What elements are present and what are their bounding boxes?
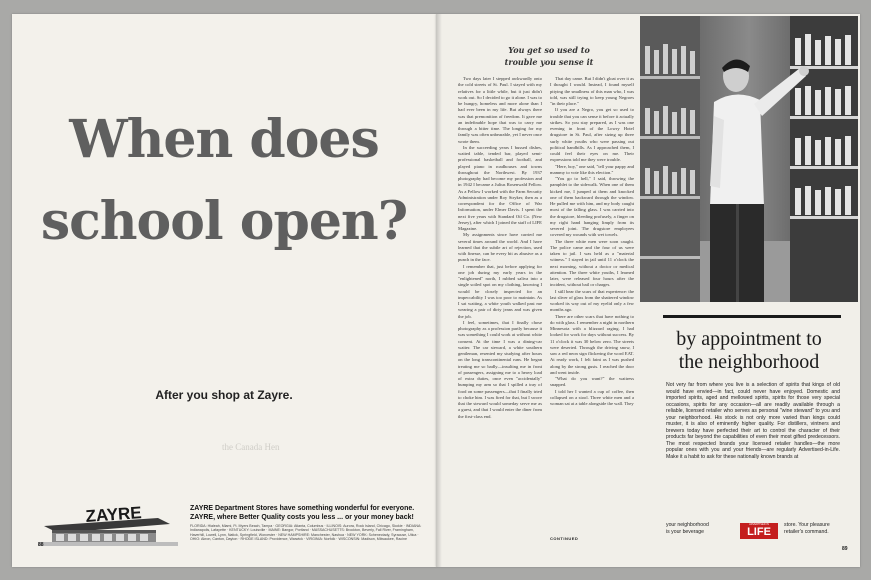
continued-label: CONTINUED [550, 536, 579, 541]
left-page [12, 14, 436, 567]
page-number-left: 88 [38, 542, 44, 548]
article-column-1 [458, 76, 542, 531]
paragraph: Two days later I stepped awkwardly onto the cold streets of St. Paul. I stayed with my relatives for a little while, but it just didn't work out. So I decided to go it alone. I was to be hungry, homeless and more alone than I had ever been in my life. But always there was that premonition of freedom. It gave me an indefinable hope that was to carry me through a bitter time. The longing for my family was often unbearable, yet I never once wrote them. [458, 76, 542, 144]
gutter-shadow [436, 14, 442, 567]
signoff-text-3: store. Your pleasure [784, 522, 830, 528]
paragraph: "Here, boy," one said, "tell your pappy and mammy to vote like this election." [550, 163, 634, 175]
article-title-line-1: You get so used to [508, 45, 590, 55]
zayre-ad-copy [190, 504, 428, 542]
ad-title-line-1: by appointment to [676, 328, 822, 350]
paragraph: "What do you want?" the waitress snapped. [550, 376, 634, 388]
paragraph: "You go to hell," I said, throwing the pamphlet to the sidewalk. When one of them kicked me, I jumped at them and knocked one of them backward through the window. He pulled me with him, and my body caught most of the falling glass. I was carried into the drugstore, bleeding profusely, a finger on my right hand hanging limply from its severed joint. The drugstore employees covered my wounds with wet towels. [550, 176, 634, 238]
ad-paragraph: Not very far from where you live is a selection of spirits that kings of old would have envied—in fact, could never have enjoyed. Domestic and imported spirits, aged and mellowed spirits, spirits for those very special occasions, spirits for any occasion—all are readily available through a reliable, licensed retailer who serves as personal "wine steward" to you and your neighborhood. His stock is not only more varied than kings could muster, it is also of eminently higher quality. For distillers, vintners and brewers today have perfected their art to control the character of their products far beyond the capabilities of even their most gifted predecessors. The most respected brands your licensed retailer handles—the more popular ones with you and your friends—are regularly Advertised-in-Life. Make it a habit to ask for these nationally known brands at [666, 382, 840, 461]
store-illustration [38, 496, 178, 548]
ad-line-2: ZAYRE, where Better Quality costs you less ... or your money back! [190, 514, 414, 521]
paragraph: I told her I wanted a cup of coffee, then collapsed on a stool. Three white men and a woman sat at a table alongside the wall. They [550, 388, 634, 406]
ad-top-rule [663, 315, 841, 318]
liquor-store-photo [640, 16, 858, 302]
paragraph: I still bear the scars of that experience: the last sliver of glass from the shattered window worked its way out of my eyelid only a few months ago. [550, 288, 634, 313]
signoff-text-2: is your beverage [666, 529, 705, 535]
signoff-text-4: retailer's command. [784, 529, 829, 535]
right-page [436, 14, 860, 567]
headline-line-2: school open? [40, 191, 408, 252]
paragraph: There are other scars that have nothing to do with glass. I remember a night in northern Minnesota with a blizzard raging. I had looked for work for days without success. By 11 o'clock it was 30 below zero. The streets were deserted. Through the driving snow, I saw a red neon sign flickering the word EAT. At ready work, I felt faint as I was pushed along by the strong gusts. I reached the door and went inside. [550, 313, 634, 375]
page-number-right: 89 [842, 546, 848, 552]
paragraph: I remember that, just before applying for one job during my early years in the "enlightened" north, I rubbed saliva into a single soiled spot on my clothing, knowing I would be closely inspected for an impeccability I was too poor to maintain. As I sat waiting, a white youth walked past me wearing a pair of dirty jeans and was given the job. [458, 263, 542, 319]
tagline: After you shop at Zayre. [155, 388, 293, 402]
article-title-line-2: trouble you sense it [504, 57, 594, 67]
headline-line-1: When does [69, 109, 379, 170]
life-logo-caption: ADVERTISED IN [749, 523, 769, 526]
store-sign: ZAYRE [84, 503, 143, 526]
paragraph: In the succeeding years I bussed dishes, waited table, tended bar, played semi-professional basketball and football, and played piano in roadhouses and towns throughout the Northwest. By 1937 photography had become my profession and in 1942 I became a Julius Rosenwald Fellow. As a Fellow I worked with the Farm Security Administration under Roy Stryker, then as a correspondent for the Office of War Information, under Elmer Davis. I spent the next five years with Standard Oil Co. (New Jersey), after which I joined the staff of LIFE Magazine. [458, 144, 542, 231]
show-through-text: the Canada Hen [222, 442, 280, 452]
paragraph: My assignments since have carried me several times around the world. And I have learned that the subtle art of rejection, used with finesse, can be every bit as abusive as a punch in the face. [458, 232, 542, 263]
paragraph: If you are a Negro, you get so used to trouble that you can sense it before it actually strikes. So you stay prepared, as I was one evening in front of the Lowry Hotel drugstore in St. Paul, after sizing up three surly white youths who were passing out political handbills. As I approached them, I could feel their eyes on me. Their expressions told me they were trouble. [550, 107, 634, 163]
ad-line-1: ZAYRE Department Stores have something wonderful for everyone. [190, 505, 415, 512]
article-column-2 [550, 76, 634, 531]
life-logo-text: LIFE [747, 526, 771, 538]
paragraph: That day came. But I didn't gloat over it as I thought I would. Instead, I found myself pitying the smallness of this man who, I was told, was still trying to keep young Negroes "in their place." [550, 76, 634, 106]
ad-title-line-2: the neighborhood [678, 351, 820, 373]
store-locations: FLORIDA: Hialeah, Miami, Ft. Myers Beach, Tampa · GEORGIA: Atlanta, Columbus · ILLINOIS: Aurora, Rock Island, Chicago, Skokie · INDIANA: Indianapolis, Lafayette · KENTUCKY: Louisville · MAINE: Bangor, Portland · MASSACHUSETTS: Brockton, Beverly, Fall River, Framingham, Haverhill, Lowell, Lynn, Natick, Springfield, Worcester · NEW HAMPSHIRE: Manchester, Nashua · NEW YORK: Schenectady, Syracuse, Utica · OHIO: Akron, Canton, Dayton · RHODE ISLAND: Providence, Warwick · VIRGINIA: Norfolk · WISCONSIN: Madison, Milwaukee, Racine [190, 524, 422, 542]
paragraph: The three white men were soon caught. The police came and the four of us were taken to jail. I was held as a "material witness." I stayed in jail until 11 o'clock the next morning, without a doctor or medical attention. The three white youths, I learned later, were released four hours after the incident, without bail or charges. [550, 238, 634, 288]
signoff-text-1: your neighborhood [666, 522, 709, 528]
paragraph: I feel, sometimes, that I finally chose photography as a profession partly because it was something I could work at without white consent. At the time I was a dining-car waiter. The car steward, a white southern gentleman, resented my studying after hours on the long transcontinental runs. He began treating me so badly—insulting me in front of passengers, assigning me to a heavy load of extra duties, once even "accidentally" bumping my arm so that I spilled a tray of food on some passengers—that I finally tried to choke him. I was fired for that, but I swore that the steward would someday serve me as a guest, and that I would enter the diner from the first-class end. [458, 319, 542, 419]
life-signoff [666, 522, 840, 548]
life-logo [740, 523, 778, 539]
